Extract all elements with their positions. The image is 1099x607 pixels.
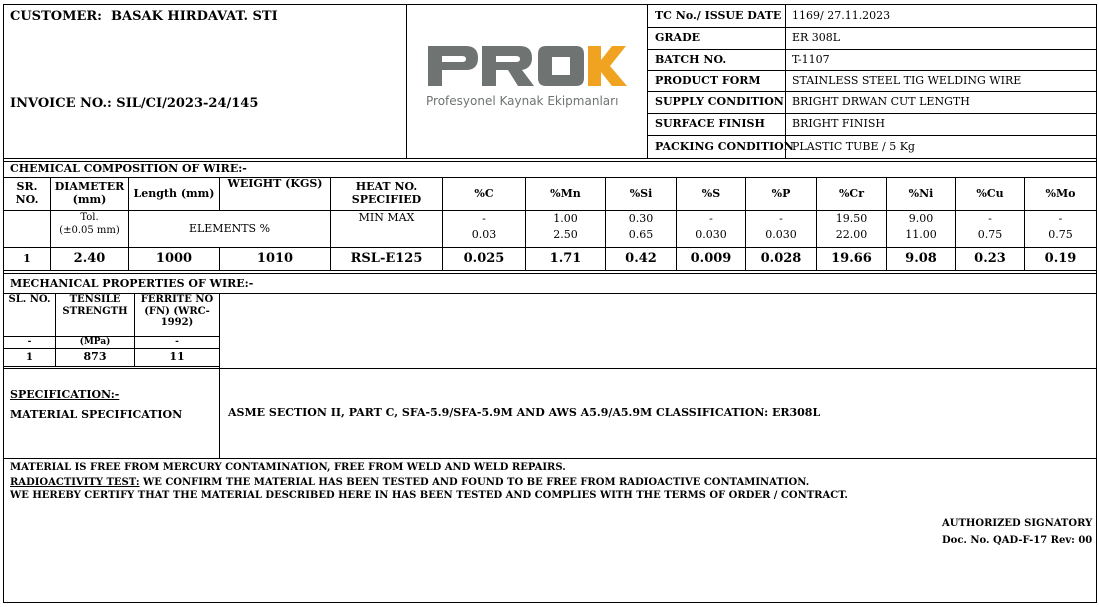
min-value: - xyxy=(779,211,783,225)
info-value: PLASTIC TUBE / 5 Kg xyxy=(792,139,915,153)
footer-line-2 xyxy=(10,477,809,488)
info-label: SURFACE FINISH xyxy=(655,117,765,131)
tol-value: (±0.05 mm) xyxy=(59,225,120,237)
chem-header: %S xyxy=(701,186,721,200)
chem-header: %Cr xyxy=(838,186,864,200)
chem-cell: 0.23 xyxy=(974,250,1006,266)
footer-line-3: WE HEREBY CERTIFY THAT THE MATERIAL DESCRIBED HERE IN HAS BEEN TESTED AND COMPLIES WITH THE TERMS OF ORDER / CONTRACT. xyxy=(10,490,848,501)
min-value: 9.00 xyxy=(908,211,934,225)
max-value: 0.65 xyxy=(628,227,654,241)
min-value: 0.30 xyxy=(628,211,654,225)
tol-label: Tol. xyxy=(80,211,99,223)
chem-cell: 0.028 xyxy=(760,250,802,266)
info-value: T-1107 xyxy=(792,52,830,66)
proka-logo-mark xyxy=(426,40,631,92)
chem-cell: 1.71 xyxy=(549,250,582,266)
min-value: 19.50 xyxy=(835,211,868,225)
logo-tagline: Profesyonel Kaynak Ekipmanları xyxy=(426,94,619,108)
min-value: 1.00 xyxy=(553,211,578,225)
spec-label: MATERIAL SPECIFICATION xyxy=(10,408,183,421)
mech-unit-ferrite: - xyxy=(175,337,179,348)
max-value: 0.03 xyxy=(471,227,497,241)
radioactivity-text: WE CONFIRM THE MATERIAL HAS BEEN TESTED AND FOUND TO BE FREE FROM RADIOACTIVE CONTAMINATION. xyxy=(139,477,810,488)
chem-header: %Ni xyxy=(908,186,934,200)
footer-line-1: MATERIAL IS FREE FROM MERCURY CONTAMINATION, FREE FROM WELD AND WELD REPAIRS. xyxy=(10,462,566,473)
info-value: ER 308L xyxy=(792,31,841,45)
min-value: - xyxy=(482,211,486,225)
info-label: SUPPLY CONDITION xyxy=(655,95,784,109)
chem-title: CHEMICAL COMPOSITION OF WIRE:- xyxy=(10,162,247,176)
chem-header: %Mo xyxy=(1045,186,1076,200)
chem-header: %P xyxy=(771,186,791,200)
info-label: PACKING CONDITION xyxy=(655,139,794,153)
min-value: - xyxy=(1058,211,1063,225)
chem-cell: 0.009 xyxy=(690,250,732,266)
info-label: BATCH NO. xyxy=(655,52,727,66)
chem-header: %Mn xyxy=(550,186,581,200)
mech-cell-ferrite: 11 xyxy=(169,350,185,364)
customer-label: CUSTOMER: xyxy=(10,9,102,24)
min-value: - xyxy=(988,211,992,225)
chem-cell: 0.025 xyxy=(463,250,505,266)
mech-header-sl: SL. NO. xyxy=(8,294,51,305)
authorized-signatory: AUTHORIZED SIGNATORY xyxy=(942,518,1093,529)
info-label: GRADE xyxy=(655,31,700,45)
chem-cell: 2.40 xyxy=(73,250,106,266)
max-value: 0.75 xyxy=(1048,227,1073,241)
chem-header: DIAMETER (mm) xyxy=(54,180,125,206)
chem-header: %Cu xyxy=(976,186,1004,200)
chem-header: %C xyxy=(474,186,494,200)
info-value: 1169/ 27.11.2023 xyxy=(792,8,891,22)
chem-header: %Si xyxy=(629,186,653,200)
max-value: 0.75 xyxy=(977,227,1003,241)
chem-cell: 19.66 xyxy=(831,250,872,266)
chem-header: WEIGHT (KGS) xyxy=(227,177,323,190)
radioactivity-label: RADIOACTIVITY TEST: xyxy=(10,477,140,488)
chem-header: HEAT NO. SPECIFIED xyxy=(351,180,422,206)
max-value: 22.00 xyxy=(835,227,868,241)
invoice-number: INVOICE NO.: SIL/CI/2023-24/145 xyxy=(10,96,259,111)
chem-header: SR. NO. xyxy=(15,180,39,206)
mech-title: MECHANICAL PROPERTIES OF WIRE:- xyxy=(10,277,254,291)
info-value: STAINLESS STEEL TIG WELDING WIRE xyxy=(792,73,1022,87)
info-value: BRIGHT DRWAN CUT LENGTH xyxy=(792,95,970,109)
chem-cell: RSL-E125 xyxy=(350,250,423,266)
elements-label: ELEMENTS % xyxy=(188,221,271,235)
customer-line xyxy=(10,9,278,24)
proka-logo xyxy=(426,40,631,120)
max-value: 2.50 xyxy=(553,227,578,241)
chem-header: Length (mm) xyxy=(133,186,215,200)
minmax-label: MIN MAX xyxy=(358,210,415,224)
info-label: PRODUCT FORM xyxy=(655,73,761,87)
max-value: 0.030 xyxy=(765,227,797,241)
chem-cell: 0.19 xyxy=(1044,250,1077,266)
max-value: 11.00 xyxy=(905,227,937,241)
customer-value: BASAK HIRDAVAT. STI xyxy=(111,9,278,24)
mech-unit-tensile: (MPa) xyxy=(79,337,111,348)
info-value: BRIGHT FINISH xyxy=(792,117,886,131)
chem-cell: 1010 xyxy=(256,250,294,266)
mech-cell-tensile: 873 xyxy=(83,350,107,364)
mech-header-tensile: TENSILE STRENGTH xyxy=(62,294,128,317)
mech-unit-sl: - xyxy=(27,337,32,348)
info-label: TC No./ ISSUE DATE xyxy=(655,8,782,22)
spec-title: SPECIFICATION:- xyxy=(10,388,120,401)
doc-number: Doc. No. QAD-F-17 Rev: 00 xyxy=(942,535,1093,546)
chem-cell: 1000 xyxy=(155,250,193,266)
mech-cell-sl: 1 xyxy=(26,351,33,363)
chem-cell: 1 xyxy=(23,251,31,265)
chem-cell: 9.08 xyxy=(905,250,937,266)
spec-value: ASME SECTION II, PART C, SFA-5.9/SFA-5.9M AND AWS A5.9/A5.9M CLASSIFICATION: ER308L xyxy=(228,406,821,419)
min-value: - xyxy=(709,211,713,225)
mech-header-ferrite: FERRITE NO (FN) (WRC-1992) xyxy=(140,294,214,328)
chem-cell: 0.42 xyxy=(625,250,657,266)
max-value: 0.030 xyxy=(695,227,727,241)
